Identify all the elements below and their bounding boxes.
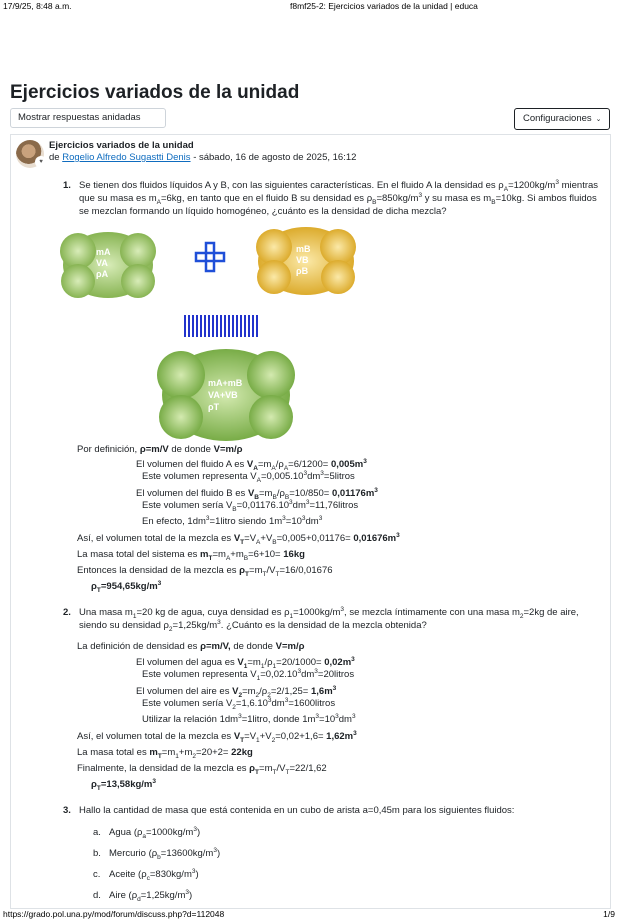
fluid-a-label-mass: mA: [96, 247, 111, 257]
fluid-b-label-volume: VB: [296, 255, 309, 265]
q1-volume-a-liters: Este volumen representa $V_A=0,005.10^3dm^3=5litros$: [142, 469, 355, 484]
print-datetime: 17/9/25, 8:48 a.m.: [3, 1, 72, 11]
question-number: 2.: [63, 607, 71, 618]
q1-result: $\rho_T=954,65kg/m^3$: [91, 579, 162, 594]
q1-volume-b: El volumen del fluido B es $V_B=m_B/\rho_B=10/850= 0,01176m^3$: [136, 486, 378, 501]
question-text: Se tienen dos fluidos líquidos A y B, con las siguientes características. En el fluido A la densidad es $\rho_A=1200kg/m^3$ mientras que su masa es $m_A=6kg$, en tanto que en el fluido B su densidad es $\rho_B=850kg/m^3$ y su masa es $m_B=10kg$. Si ambos fluidos se mezclan formando un líquido homogéneo, ¿cuánto es la densidad de dicha mezcla?: [79, 178, 599, 217]
badge-icon: ♥: [35, 156, 47, 168]
q2-volume-water-liters: Este volumen representa $V_1=0,02.10^3dm^3=20litros$: [142, 667, 355, 682]
mixture-label-mass: mA+mB: [208, 378, 243, 388]
avatar[interactable]: [16, 140, 44, 168]
print-page-number: 1/9: [603, 909, 615, 919]
q2-volume-air: El volumen del aire es $V_2=m_2/\rho_2=2/1,25= 1,6m^3$: [136, 684, 337, 699]
fluid-a-label-volume: VA: [96, 258, 108, 268]
settings-label: Configuraciones: [523, 113, 592, 124]
fluid-a-blob: [60, 232, 156, 298]
print-header: [0, 0, 621, 14]
mixture-label-density: ρT: [208, 402, 220, 412]
q2-result: $\rho_T=13,58kg/m^3$: [91, 777, 156, 792]
question-number: 1.: [63, 180, 71, 191]
print-footer: [0, 908, 621, 922]
q3-item-d: d. Aire $(\rho_d=1,25kg/m^3)$: [93, 888, 193, 903]
q1-volume-b-liters: Este volumen sería $V_B=0,01176.10^3dm^3=11,76litros$: [142, 498, 359, 513]
question-text: Hallo la cantidad de masa que está contenida en un cubo de arista a=0,45m para los siguientes fluidos:: [79, 805, 515, 816]
forum-post: [10, 134, 611, 909]
settings-button[interactable]: [514, 108, 610, 130]
q2-volume-water: El volumen del agua es $V_1=m_1/\rho_1=20/1000= 0,02m^3$: [136, 655, 355, 670]
q1-definition: Por definición, ρ=m/V de donde V=m/ρ: [77, 444, 243, 455]
fluid-b-label-density: ρB: [296, 266, 309, 276]
q2-definition: La definición de densidad es ρ=m/V, de donde V=m/ρ: [77, 641, 305, 652]
q1-volume-a: El volumen del fluido A es $V_A=m_A/\rho_A=6/1200= 0,005m^3$: [136, 457, 367, 472]
q3-item-a: a. Agua $(\rho_a=1000kg/m^3)$: [93, 825, 201, 840]
q2-conversion: Utilizar la relación $1dm^3=1litro$, donde $1m^3=10^3dm^3$: [142, 712, 356, 725]
fluid-a-label-density: ρA: [96, 269, 109, 279]
by-label: de: [49, 152, 60, 163]
question-text: Una masa $m_1=20$ kg de agua, cuya densidad es $\rho_1=1000kg/m^3$, se mezcla íntimamente con una masa $m_2=2kg$ de aire, siendo su densidad $\rho_2=1,25kg/m^3$. ¿Cuánto es la densidad de la mezcla obtenida?: [79, 605, 579, 633]
plus-icon: [196, 243, 224, 271]
down-arrow-icon: [184, 315, 258, 337]
page-title: Ejercicios variados de la unidad: [10, 82, 300, 103]
q1-density-formula: Entonces la densidad de la mezcla es $\rho_T=m_T/V_T=16/0,01676$: [77, 565, 333, 578]
print-page-title: f8mf25-2: Ejercicios variados de la unidad | educa: [290, 1, 478, 11]
fluid-b-blob: [256, 227, 356, 295]
mixture-blob: [157, 349, 295, 441]
mixing-figure: [56, 225, 386, 445]
q2-density-formula: Finalmente, la densidad de la mezcla es $\rho_T=m_T/V_T=22/1,62$: [77, 763, 327, 776]
q3-item-c: c. Aceite $(\rho_c=830kg/m^3)$: [93, 867, 199, 882]
post-subject: Ejercicios variados de la unidad: [49, 140, 194, 151]
mixture-label-volume: VA+VB: [208, 390, 238, 400]
chevron-down-icon: ⌄: [595, 116, 602, 123]
q1-total-volume: Así, el volumen total de la mezcla es $V_T=V_A+V_B=0,005+0,01176= 0,01676m^3$: [77, 531, 400, 546]
print-url: https://grado.pol.una.py/mod/forum/discuss.php?d=112048: [3, 909, 225, 919]
q3-item-b: b. Mercurio $(\rho_b=13600kg/m^3)$: [93, 846, 221, 861]
question-number: 3.: [63, 805, 71, 816]
post-date: - sábado, 16 de agosto de 2025, 16:12: [193, 152, 357, 163]
post-byline: [49, 152, 356, 165]
q2-total-mass: La masa total es $m_T=m_1+m_2=20+2= 22kg$: [77, 747, 253, 760]
q2-total-volume: Así, el volumen total de la mezcla es $V_T=V_1+V_2=0,02+1,6= 1,62m^3$: [77, 729, 357, 744]
fluid-b-label-mass: mB: [296, 244, 311, 254]
q2-volume-air-liters: Este volumen sería $V_2=1,6.10^3dm^3=1600litros$: [142, 696, 336, 711]
author-link[interactable]: Rogelio Alfredo Sugastti Denis: [62, 152, 191, 163]
q1-total-mass: La masa total del sistema es $m_T=m_A+m_B=6+10= 16kg$: [77, 549, 305, 562]
q1-conversion: En efecto, $1dm^3=1litro$ siendo $1m^3=10^3dm^3$: [142, 514, 323, 527]
display-mode-select[interactable]: Mostrar respuestas anidadas: [10, 108, 166, 128]
